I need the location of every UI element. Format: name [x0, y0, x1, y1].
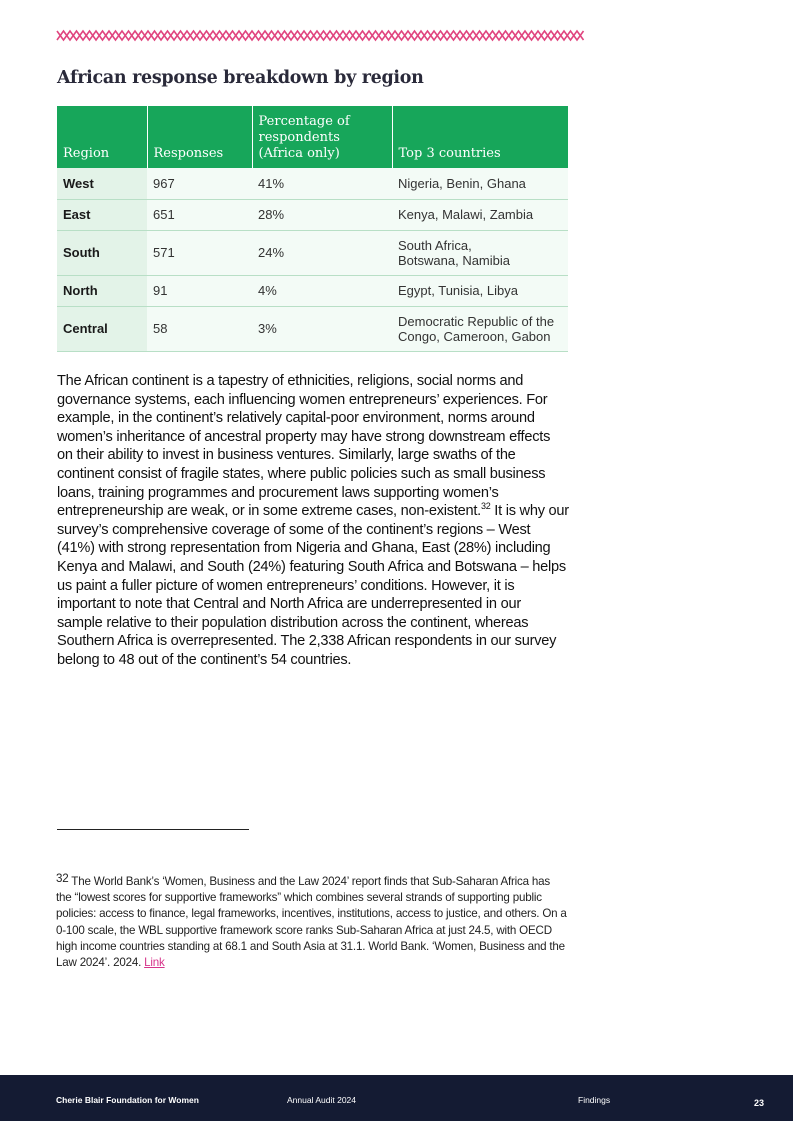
- countries-cell: [392, 168, 568, 199]
- table-row: [57, 168, 568, 199]
- table-row: [57, 199, 568, 230]
- responses-cell: 91: [147, 275, 252, 306]
- body-text-part1: The African continent is a tapestry of ethnicities, religions, social norms and governance systems, each influencing women entrepreneurs’ experiences. For example, in the continent’s relatively capital-poor environment, norms around women’s inheritance of ancestral property may have strong downstream effects on their ability to invest in business ventures. Similarly, large swaths of the continent consist of fragile states, where public policies such as small business loans, training programmes and procurement laws supporting women’s entrepreneurship are weak, or in some extreme cases, non-existent.: [57, 373, 551, 520]
- responses-cell: 58: [147, 306, 252, 351]
- responses-cell: 571: [147, 230, 252, 275]
- footer-organization: Cherie Blair Foundation for Women: [56, 1095, 199, 1105]
- percentage-cell: 3%: [252, 306, 392, 351]
- footnote-link[interactable]: Link: [144, 956, 165, 970]
- region-cell: West: [57, 168, 147, 199]
- body-text-part2: It is why our survey’s comprehensive coverage of some of the continent’s regions – West (41%) with strong representation from Nigeria and Ghana, East (28%) including Kenya and Malawi, and South (24%) featuring South Africa and Botswana – helps us paint a fuller picture of women entrepreneurs’ conditions. However, it is important to note that Central and North Africa are underrepresented in our sample relative to their population distribution across the continent, whereas Southern Africa is overrepresented. The 2,338 African respondents in our survey belong to 48 out of the continent’s 54 countries.: [57, 503, 569, 668]
- percentage-cell: 28%: [252, 199, 392, 230]
- header-percentage-line2: respondents: [258, 130, 340, 145]
- table-row: [57, 306, 568, 351]
- header-top-countries: Top 3 countries: [392, 106, 568, 168]
- countries-cell: [392, 306, 568, 351]
- table-header-row: [57, 106, 568, 168]
- footer-report-title: Annual Audit 2024: [287, 1095, 357, 1105]
- countries-line1: Kenya, Malawi, Zambia: [398, 207, 534, 222]
- page-number: 23: [754, 1098, 765, 1108]
- table-row: [57, 275, 568, 306]
- responses-cell: 967: [147, 168, 252, 199]
- countries-line1: Egypt, Tunisia, Libya: [398, 283, 518, 298]
- countries-line1: Democratic Republic of the: [398, 313, 555, 329]
- section-title: African response breakdown by region: [57, 68, 424, 88]
- countries-cell: [392, 275, 568, 306]
- region-cell: Central: [57, 306, 147, 351]
- percentage-cell: 41%: [252, 168, 392, 199]
- countries-line2: Congo, Cameroon, Gabon: [398, 328, 551, 344]
- header-responses: Responses: [147, 106, 252, 168]
- responses-cell: 651: [147, 199, 252, 230]
- header-percentage-line1: Percentage of: [258, 114, 350, 129]
- footer-section: Findings: [578, 1095, 611, 1105]
- footnote-divider: [57, 829, 249, 830]
- footnote-number: 32: [56, 872, 69, 885]
- region-cell: East: [57, 199, 147, 230]
- countries-line2: Botswana, Namibia: [398, 252, 510, 268]
- percentage-cell: 4%: [252, 275, 392, 306]
- body-paragraph: [57, 372, 569, 670]
- footnote-reference: 32: [480, 501, 491, 512]
- page-footer: [0, 1075, 793, 1121]
- countries-cell: [392, 199, 568, 230]
- region-cell: South: [57, 230, 147, 275]
- table-row: [57, 230, 568, 275]
- header-percentage-line3: (Africa only): [258, 146, 340, 161]
- percentage-cell: 24%: [252, 230, 392, 275]
- header-percentage: [252, 106, 392, 168]
- countries-line1: Nigeria, Benin, Ghana: [398, 175, 526, 191]
- header-region: Region: [57, 106, 147, 168]
- region-breakdown-table: [57, 106, 568, 352]
- countries-line1: South Africa,: [398, 237, 472, 253]
- footnote-text: The World Bank’s ‘Women, Business and the Law 2024’ report finds that Sub-Saharan Africa has the “lowest scores for supportive frameworks” which combines several strands of supporting public policies: access to finance, legal frameworks, incentives, institutions, access to justice, and others. On a 0-100 scale, the WBL supportive framework score ranks Sub-Saharan Africa at just 24.5, with OECD high income countries standing at 68.1 and South Asia at 31.1. World Bank. ‘Women, Business and the Law 2024’. 2024.: [56, 875, 567, 970]
- region-cell: North: [57, 275, 147, 306]
- decorative-zigzag-divider: [56, 28, 588, 44]
- footnote: [56, 874, 568, 971]
- countries-cell: [392, 230, 568, 275]
